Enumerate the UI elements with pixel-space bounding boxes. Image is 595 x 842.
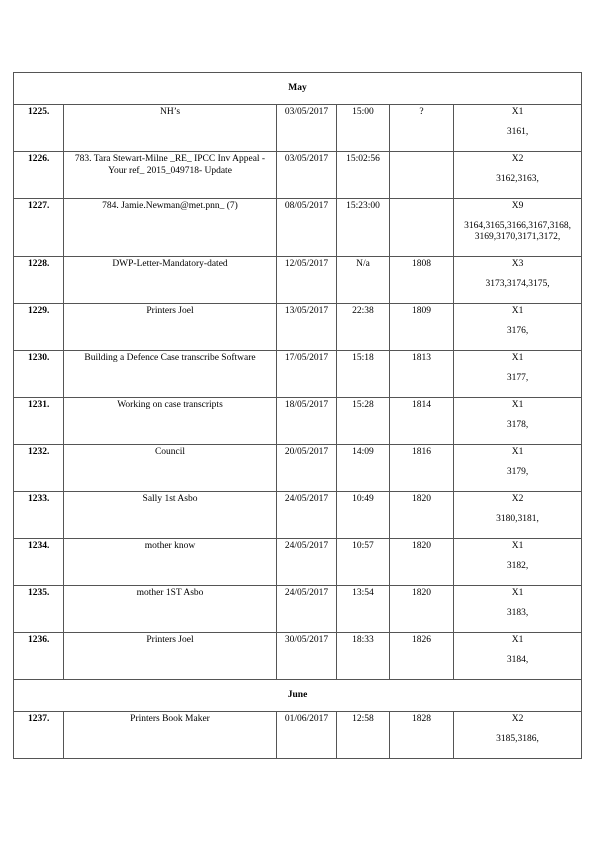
reference-cell: 1816 <box>390 445 454 492</box>
time-cell: 12:58 <box>337 712 390 759</box>
document-count: X1 <box>511 588 524 598</box>
document-numbers: 3185,3186, <box>496 733 539 744</box>
document-count-cell <box>454 539 582 586</box>
table-row <box>14 539 582 586</box>
entry-number-cell: 1231. <box>14 398 64 445</box>
time-cell: 10:57 <box>337 539 390 586</box>
title-cell: Printers Book Maker <box>64 712 277 759</box>
document-count-cell <box>454 712 582 759</box>
time-cell: 15:00 <box>337 105 390 152</box>
document-numbers: 3180,3181, <box>496 513 539 524</box>
table-row <box>14 152 582 199</box>
month-heading: June <box>14 680 582 712</box>
reference-cell: 1820 <box>390 492 454 539</box>
date-cell: 08/05/2017 <box>277 199 337 257</box>
time-cell: 14:09 <box>337 445 390 492</box>
entry-number-cell: 1225. <box>14 105 64 152</box>
table-body <box>14 73 582 759</box>
document-count-cell <box>454 304 582 351</box>
table-row <box>14 105 582 152</box>
document-numbers: 3184, <box>506 654 529 665</box>
table-row <box>14 199 582 257</box>
title-cell: Council <box>64 445 277 492</box>
document-numbers: 3182, <box>506 560 529 571</box>
document-count-cell <box>454 105 582 152</box>
time-cell: 22:38 <box>337 304 390 351</box>
date-cell: 24/05/2017 <box>277 586 337 633</box>
time-cell: 13:54 <box>337 586 390 633</box>
document-count: X9 <box>511 201 524 211</box>
table-row <box>14 304 582 351</box>
table-row <box>14 633 582 680</box>
reference-cell: 1828 <box>390 712 454 759</box>
document-count: X1 <box>511 400 524 410</box>
reference-cell <box>390 152 454 199</box>
date-cell: 20/05/2017 <box>277 445 337 492</box>
entry-number-cell: 1236. <box>14 633 64 680</box>
title-cell: Building a Defence Case transcribe Software <box>64 351 277 398</box>
date-cell: 03/05/2017 <box>277 152 337 199</box>
table-row <box>14 712 582 759</box>
entry-number-cell: 1226. <box>14 152 64 199</box>
reference-cell: ? <box>390 105 454 152</box>
table-row <box>14 257 582 304</box>
date-cell: 03/05/2017 <box>277 105 337 152</box>
time-cell: N/a <box>337 257 390 304</box>
reference-cell: 1820 <box>390 539 454 586</box>
date-cell: 01/06/2017 <box>277 712 337 759</box>
document-numbers: 3177, <box>506 372 529 383</box>
entry-number-cell: 1237. <box>14 712 64 759</box>
reference-cell: 1808 <box>390 257 454 304</box>
reference-cell: 1809 <box>390 304 454 351</box>
document-index-table <box>13 72 582 759</box>
document-count-cell <box>454 633 582 680</box>
document-count-cell <box>454 351 582 398</box>
reference-cell: 1814 <box>390 398 454 445</box>
title-cell: 783. Tara Stewart-Milne _RE_ IPCC Inv Appeal - Your ref_ 2015_049718- Update <box>64 152 277 199</box>
document-count-cell <box>454 199 582 257</box>
month-header-row <box>14 73 582 105</box>
entry-number-cell: 1232. <box>14 445 64 492</box>
title-cell: DWP-Letter-Mandatory-dated <box>64 257 277 304</box>
entry-number-cell: 1235. <box>14 586 64 633</box>
document-count-cell <box>454 586 582 633</box>
title-cell: Working on case transcripts <box>64 398 277 445</box>
title-cell: 784. Jamie.Newman@met.pnn_ (7) <box>64 199 277 257</box>
reference-cell <box>390 199 454 257</box>
document-numbers: 3161, <box>506 126 529 137</box>
document-count: X3 <box>511 259 524 269</box>
entry-number-cell: 1229. <box>14 304 64 351</box>
title-cell: NH’s <box>64 105 277 152</box>
document-count: X1 <box>511 107 524 117</box>
reference-cell: 1813 <box>390 351 454 398</box>
document-count: X1 <box>511 353 524 363</box>
document-numbers: 3164,3165,3166,3167,3168, 3169,3170,3171,3172, <box>464 220 571 242</box>
date-cell: 30/05/2017 <box>277 633 337 680</box>
document-count-cell <box>454 445 582 492</box>
month-header-row <box>14 680 582 712</box>
reference-cell: 1826 <box>390 633 454 680</box>
document-numbers: 3183, <box>506 607 529 618</box>
document-count: X2 <box>511 714 524 724</box>
table-row <box>14 586 582 633</box>
document-count: X1 <box>511 541 524 551</box>
title-cell: mother know <box>64 539 277 586</box>
entry-number-cell: 1230. <box>14 351 64 398</box>
title-cell: Printers Joel <box>64 304 277 351</box>
date-cell: 24/05/2017 <box>277 492 337 539</box>
title-cell: Sally 1st Asbo <box>64 492 277 539</box>
document-count-cell <box>454 492 582 539</box>
document-numbers: 3179, <box>506 466 529 477</box>
document-count: X1 <box>511 635 524 645</box>
date-cell: 18/05/2017 <box>277 398 337 445</box>
time-cell: 15:18 <box>337 351 390 398</box>
table-row <box>14 445 582 492</box>
entry-number-cell: 1233. <box>14 492 64 539</box>
date-cell: 12/05/2017 <box>277 257 337 304</box>
table-row <box>14 492 582 539</box>
table-row <box>14 398 582 445</box>
time-cell: 15:02:56 <box>337 152 390 199</box>
document-count: X1 <box>511 447 524 457</box>
title-cell: Printers Joel <box>64 633 277 680</box>
date-cell: 13/05/2017 <box>277 304 337 351</box>
entry-number-cell: 1228. <box>14 257 64 304</box>
document-count-cell <box>454 398 582 445</box>
document-numbers: 3162,3163, <box>496 173 539 184</box>
date-cell: 24/05/2017 <box>277 539 337 586</box>
time-cell: 10:49 <box>337 492 390 539</box>
entry-number-cell: 1227. <box>14 199 64 257</box>
document-count: X2 <box>511 494 524 504</box>
date-cell: 17/05/2017 <box>277 351 337 398</box>
document-numbers: 3176, <box>506 325 529 336</box>
document-count: X2 <box>511 154 524 164</box>
document-numbers: 3173,3174,3175, <box>485 278 550 289</box>
document-count: X1 <box>511 306 524 316</box>
reference-cell: 1820 <box>390 586 454 633</box>
time-cell: 18:33 <box>337 633 390 680</box>
time-cell: 15:28 <box>337 398 390 445</box>
document-count-cell <box>454 257 582 304</box>
document-count-cell <box>454 152 582 199</box>
table-row <box>14 351 582 398</box>
time-cell: 15:23:00 <box>337 199 390 257</box>
entry-number-cell: 1234. <box>14 539 64 586</box>
month-heading: May <box>14 73 582 105</box>
title-cell: mother 1ST Asbo <box>64 586 277 633</box>
document-numbers: 3178, <box>506 419 529 430</box>
